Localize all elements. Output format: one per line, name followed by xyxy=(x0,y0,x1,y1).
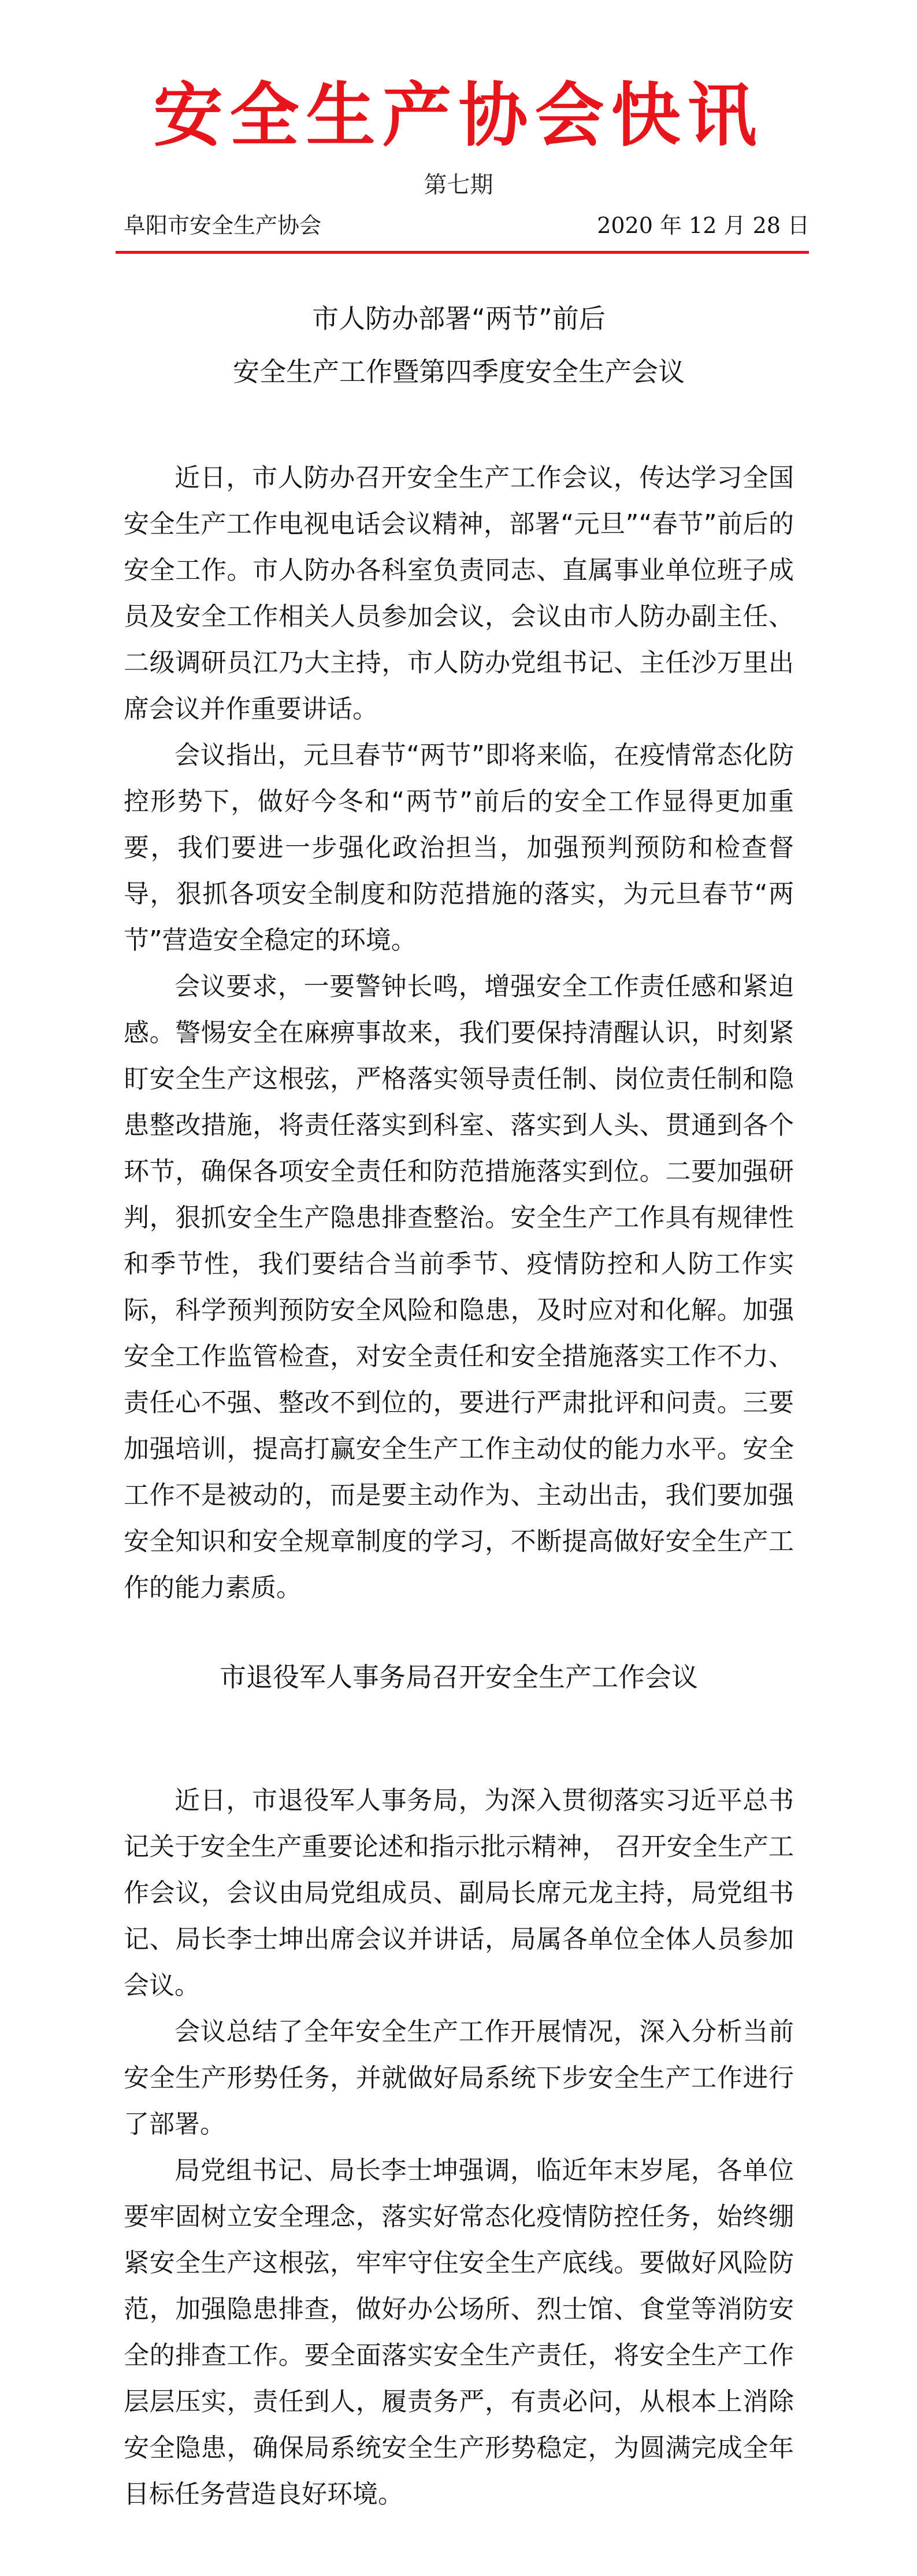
masthead-divider xyxy=(116,251,809,254)
paragraph: 会议要求，一要警钟长鸣，增强安全工作责任感和紧迫感。警惕安全在麻痹事故来，我们要保持清醒认识，时刻紧盯安全生产这根弦，严格落实领导责任制、岗位责任制和隐患整改措施，将责任落实到科室、落实到人头、贯通到各个环节，确保各项安全责任和防范措施落实到位。二要加强研判，狠抓安全生产隐患排查整治。安全生产工作具有规律性和季节性，我们要结合当前季节、疫情防控和人防工作实际，科学预判预防安全风险和隐患，及时应对和化解。加强安全工作监管检查，对安全责任和安全措施落实工作不力、责任心不强、整改不到位的，要进行严肃批评和问责。三要加强培训，提高打赢安全生产工作主动仗的能力水平。安全工作不是被动的，而是要主动作为、主动出击，我们要加强安全知识和安全规章制度的学习，不断提高做好安全生产工作的能力素质。 xyxy=(124,972,794,1602)
article-headline xyxy=(124,292,794,398)
headline-line: 安全生产工作暨第四季度安全生产会议 xyxy=(233,356,685,387)
publication-date: 2020 年 12 月 28 日 xyxy=(597,213,810,238)
masthead-title: 安全生产协会快讯 xyxy=(153,75,764,156)
article-body xyxy=(124,1778,794,2518)
headline-line: 市退役军人事务局召开安全生产工作会议 xyxy=(220,1661,698,1693)
organization-name: 阜阳市安全生产协会 xyxy=(124,213,322,238)
headline-line: 市人防办部署“两节”前后 xyxy=(312,303,606,334)
paragraph: 局党组书记、局长李士坤强调，临近年末岁尾，各单位要牢固树立安全理念，落实好常态化疫情防控任务，始终绷紧安全生产这根弦，牢牢守住安全生产底线。要做好风险防范，加强隐患排查，做好办公场所、烈士馆、食堂等消防安全的排查工作。要全面落实安全生产责任，将安全生产工作层层压实，责任到人，履责务严，有责必问，从根本上消除安全隐患，确保局系统安全生产形势稳定，为圆满完成全年目标任务营造良好环境。 xyxy=(124,2156,794,2509)
paragraph: 会议指出，元旦春节“两节”即将来临，在疫情常态化防控形势下，做好今冬和“两节”前后的安全工作显得更加重要，我们要进一步强化政治担当，加强预判预防和检查督导，狠抓各项安全制度和防范措施的落实，为元旦春节“两节”营造安全稳定的环境。 xyxy=(124,741,794,955)
article-headline xyxy=(124,1650,794,1704)
article-veterans-affairs xyxy=(124,1650,794,2518)
paragraph: 会议总结了全年安全生产工作开展情况，深入分析当前安全生产形势任务，并就做好局系统下步安全生产工作进行了部署。 xyxy=(124,2017,794,2139)
article-civil-air-defense xyxy=(124,292,794,1611)
issue-number: 第七期 xyxy=(424,172,493,198)
paragraph: 近日，市退役军人事务局，为深入贯彻落实习近平总书记关于安全生产重要论述和指示批示精神， 召开安全生产工作会议，会议由局党组成员、副局长席元龙主持，局党组书记、局长李士坤出席会议并讲话，局属各单位全体人员参加会议。 xyxy=(124,1786,794,2000)
paragraph: 近日，市人防办召开安全生产工作会议，传达学习全国安全生产工作电视电话会议精神，部署“元旦”“春节”前后的安全工作。市人防办各科室负责同志、直属事业单位班子成员及安全工作相关人员参加会议，会议由市人防办副主任、二级调研员江乃大主持，市人防办党组书记、主任沙万里出席会议并作重要讲话。 xyxy=(124,463,794,724)
article-body xyxy=(124,455,794,1611)
